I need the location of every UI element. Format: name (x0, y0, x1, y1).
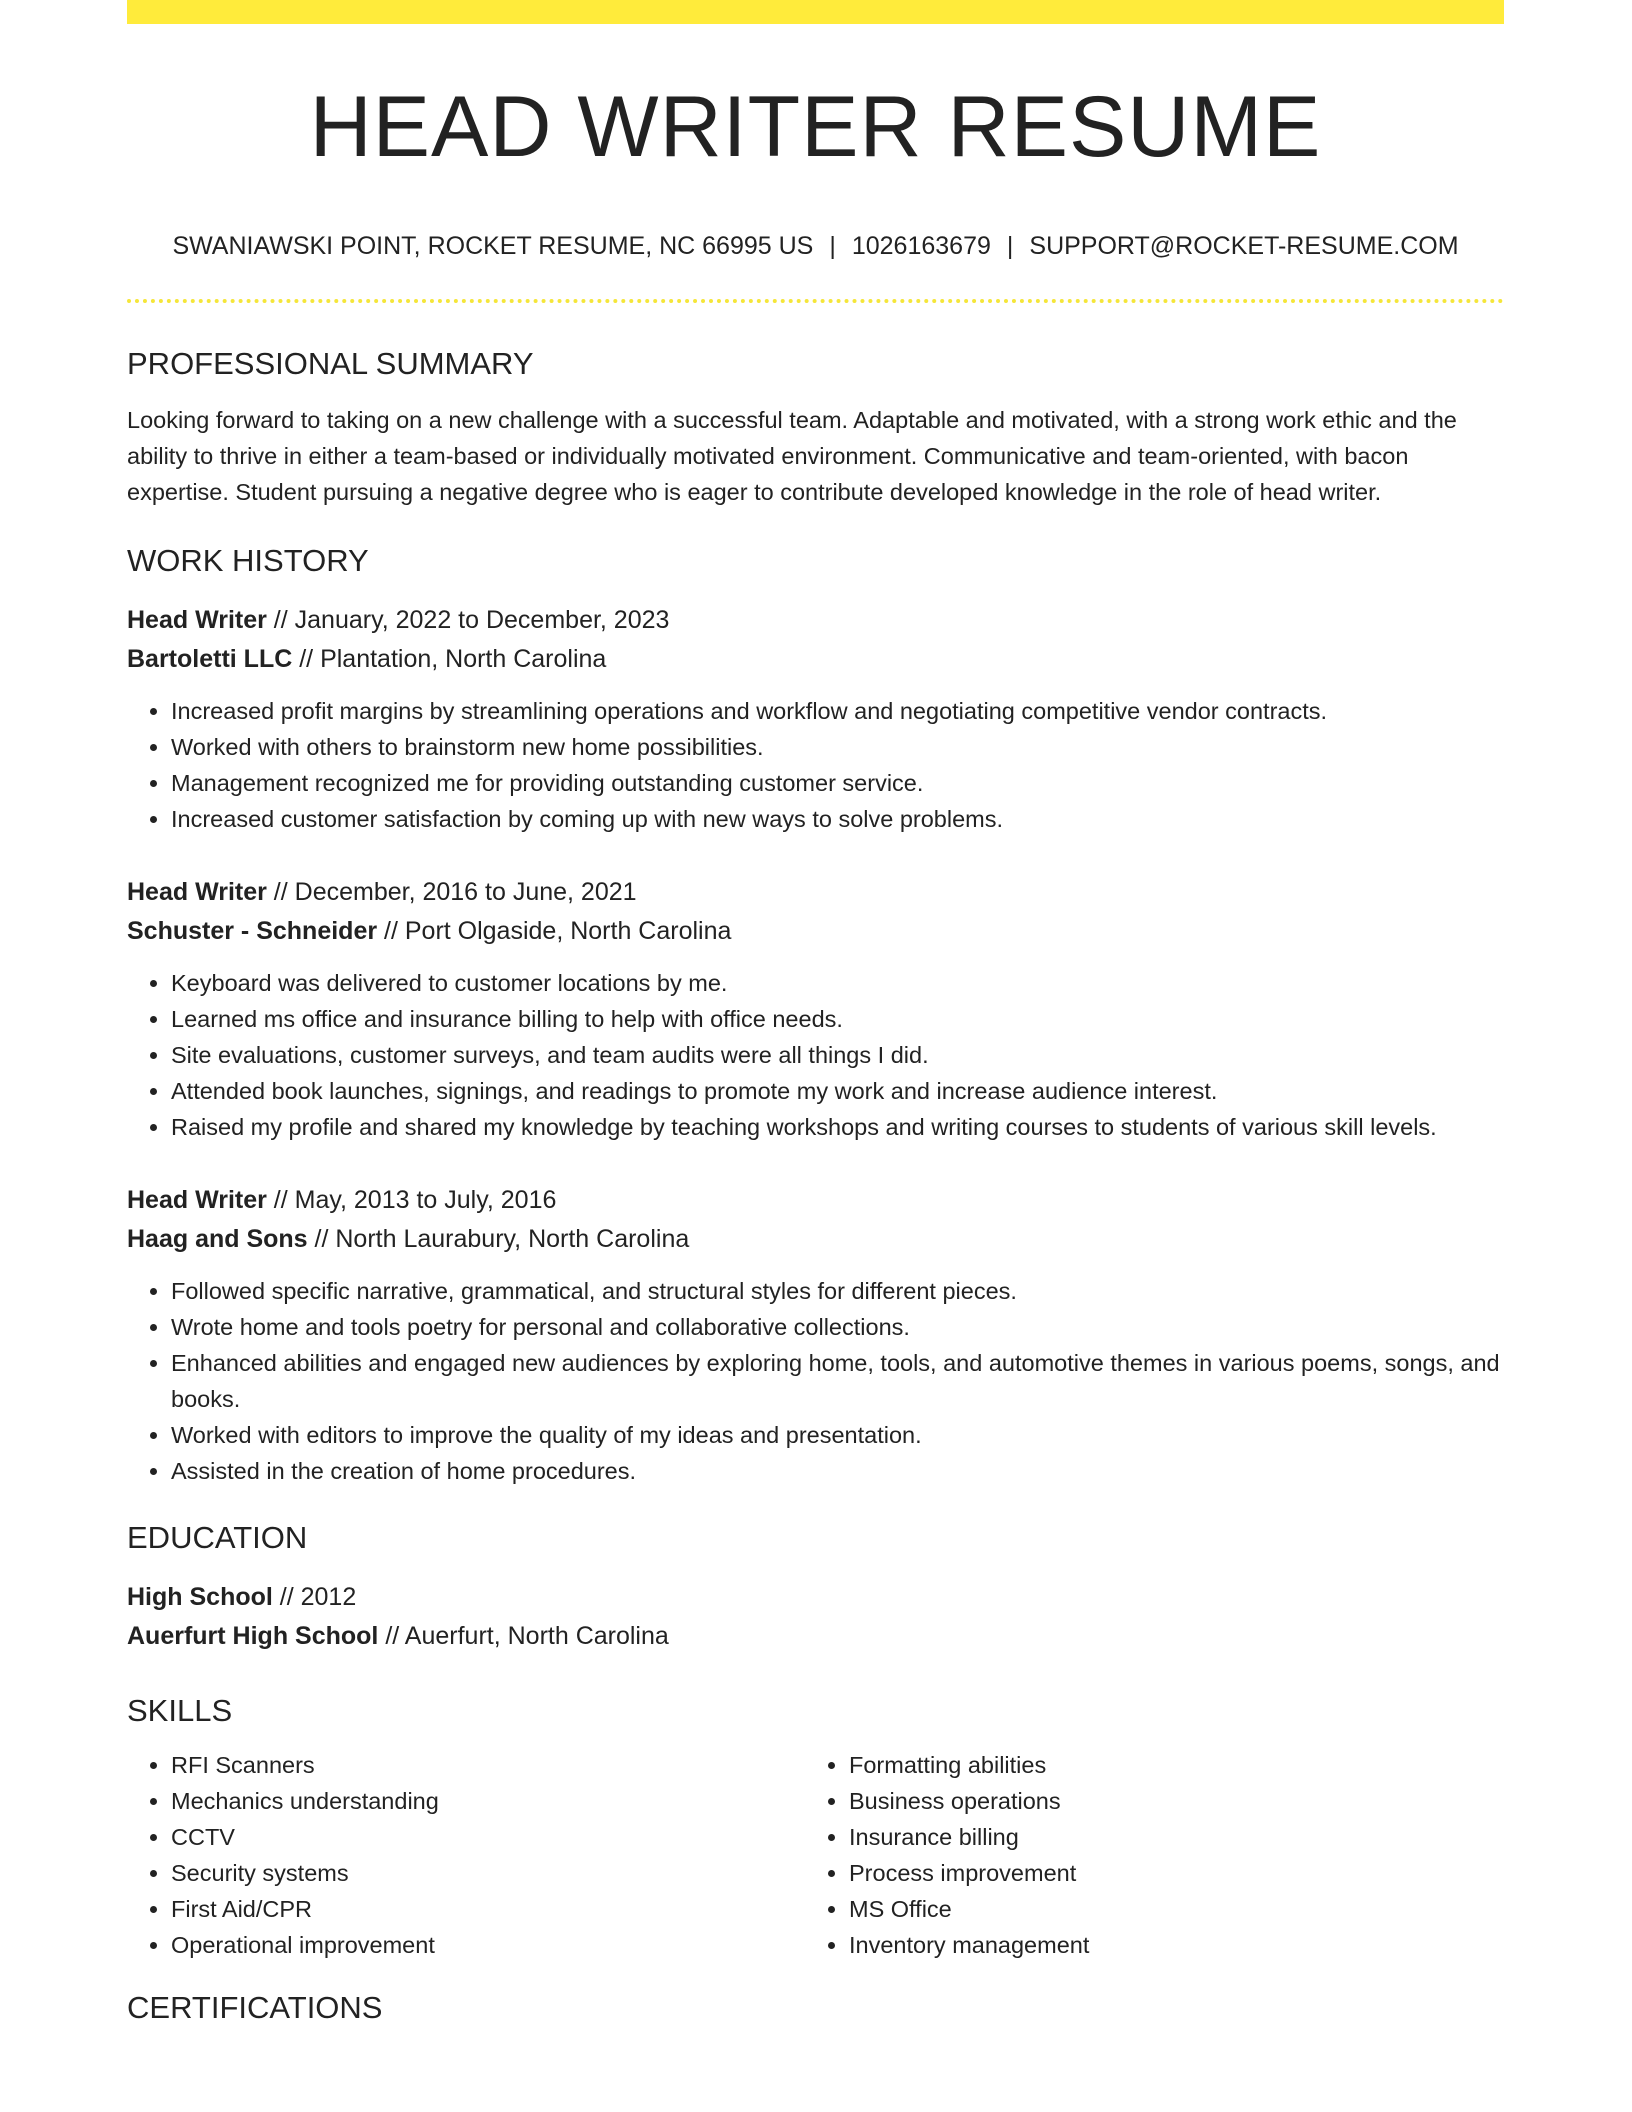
skills-columns (127, 1747, 1504, 1963)
education-heading: EDUCATION (127, 1519, 308, 1555)
contact-phone: 1026163679 (851, 231, 991, 260)
job-title-line (127, 601, 1504, 640)
job-company: Schuster - Schneider (127, 916, 378, 945)
job-bullets (127, 1273, 1504, 1489)
education-location: // Auerfurt, North Carolina (378, 1622, 669, 1651)
job-role: Head Writer (127, 1185, 267, 1214)
contact-address: SWANIAWSKI POINT, ROCKET RESUME, NC 66995 US (172, 231, 814, 260)
list-item: • Assisted in the creation of home procedures. (171, 1453, 1504, 1489)
skill-item: • Operational improvement (171, 1927, 805, 1963)
job-entry (127, 873, 1504, 1145)
certifications-section (127, 1989, 1504, 2026)
resume-page (127, 0, 1504, 2027)
summary-section (127, 345, 1504, 510)
contact-separator: | (829, 231, 836, 260)
list-item: • Learned ms office and insurance billing to help with office needs. (171, 1001, 1504, 1037)
job-dates: // December, 2016 to June, 2021 (266, 877, 637, 906)
list-item: • Keyboard was delivered to customer locations by me. (171, 965, 1504, 1001)
list-item: • Followed specific narrative, grammatical, and structural styles for different pieces. (171, 1273, 1504, 1309)
job-role: Head Writer (127, 605, 267, 634)
list-item: • Worked with others to brainstorm new home possibilities. (171, 729, 1504, 765)
summary-heading: PROFESSIONAL SUMMARY (127, 345, 534, 381)
skills-heading: SKILLS (127, 1693, 233, 1729)
contact-email: SUPPORT@ROCKET-RESUME.COM (1029, 231, 1459, 260)
skills-list-right (805, 1747, 1483, 1963)
job-dates: // May, 2013 to July, 2016 (266, 1185, 557, 1214)
job-location: // Plantation, North Carolina (292, 644, 607, 673)
skill-item: • CCTV (171, 1819, 805, 1855)
education-school-line (127, 1617, 1504, 1656)
education-section (127, 1519, 1504, 1656)
job-dates: // January, 2022 to December, 2023 (266, 605, 670, 634)
summary-text: Looking forward to taking on a new challenge with a successful team. Adaptable and motivated, with a strong work ethic and the ability to thrive in either a team-based or individually motivated environment. Communicative and team-oriented, with bacon expertise. Student pursuing a negative degree who is eager to contribute developed knowledge in the role of head writer. (127, 406, 1457, 505)
resume-title: HEAD WRITER RESUME (309, 79, 1322, 175)
skill-item: • Mechanics understanding (171, 1783, 805, 1819)
job-location: // North Laurabury, North Carolina (307, 1224, 690, 1253)
skills-list-left (127, 1747, 805, 1963)
contact-separator: | (1006, 231, 1014, 260)
list-item: • Management recognized me for providing outstanding customer service. (171, 765, 1504, 801)
dotted-divider (127, 299, 1504, 303)
skill-item: • MS Office (849, 1891, 1483, 1927)
skill-item: • First Aid/CPR (171, 1891, 805, 1927)
list-item: • Worked with editors to improve the quality of my ideas and presentation. (171, 1417, 1504, 1453)
job-company-line (127, 640, 1504, 679)
job-company: Haag and Sons (127, 1224, 308, 1253)
education-school: Auerfurt High School (127, 1622, 379, 1651)
skill-item: • Insurance billing (849, 1819, 1483, 1855)
list-item: • Increased customer satisfaction by coming up with new ways to solve problems. (171, 801, 1504, 837)
certifications-heading: CERTIFICATIONS (127, 1990, 383, 2026)
skill-item: • Inventory management (849, 1927, 1483, 1963)
skill-item: • Business operations (849, 1783, 1483, 1819)
job-location: // Port Olgaside, North Carolina (377, 916, 732, 945)
job-title-line (127, 1181, 1504, 1220)
skills-section (127, 1692, 1504, 1963)
job-company: Bartoletti LLC (127, 644, 293, 673)
education-degree: High School (127, 1583, 273, 1612)
skill-item: • Formatting abilities (849, 1747, 1483, 1783)
skill-item: • RFI Scanners (171, 1747, 805, 1783)
accent-top-bar (127, 0, 1504, 24)
skill-item: • Security systems (171, 1855, 805, 1891)
list-item: • Raised my profile and shared my knowledge by teaching workshops and writing courses to students of various skill levels. (171, 1109, 1504, 1145)
job-company-line (127, 1220, 1504, 1259)
list-item: • Increased profit margins by streamlining operations and workflow and negotiating competitive vendor contracts. (171, 693, 1504, 729)
education-degree-line (127, 1578, 1504, 1617)
job-entry (127, 601, 1504, 837)
list-item: • Enhanced abilities and engaged new audiences by exploring home, tools, and automotive themes in various poems, songs, and books. (171, 1345, 1504, 1417)
job-role: Head Writer (127, 877, 267, 906)
list-item: • Wrote home and tools poetry for personal and collaborative collections. (171, 1309, 1504, 1345)
job-title-line (127, 873, 1504, 912)
job-bullets (127, 965, 1504, 1145)
list-item: • Site evaluations, customer surveys, and team audits were all things I did. (171, 1037, 1504, 1073)
list-item: • Attended book launches, signings, and readings to promote my work and increase audience interest. (171, 1073, 1504, 1109)
education-entry (127, 1578, 1504, 1656)
job-company-line (127, 912, 1504, 951)
work-history-heading: WORK HISTORY (127, 542, 369, 578)
work-history-section (127, 542, 1504, 1489)
skill-item: • Process improvement (849, 1855, 1483, 1891)
job-entry (127, 1181, 1504, 1489)
contact-line (127, 231, 1504, 261)
job-bullets (127, 693, 1504, 837)
education-year: // 2012 (272, 1583, 357, 1612)
